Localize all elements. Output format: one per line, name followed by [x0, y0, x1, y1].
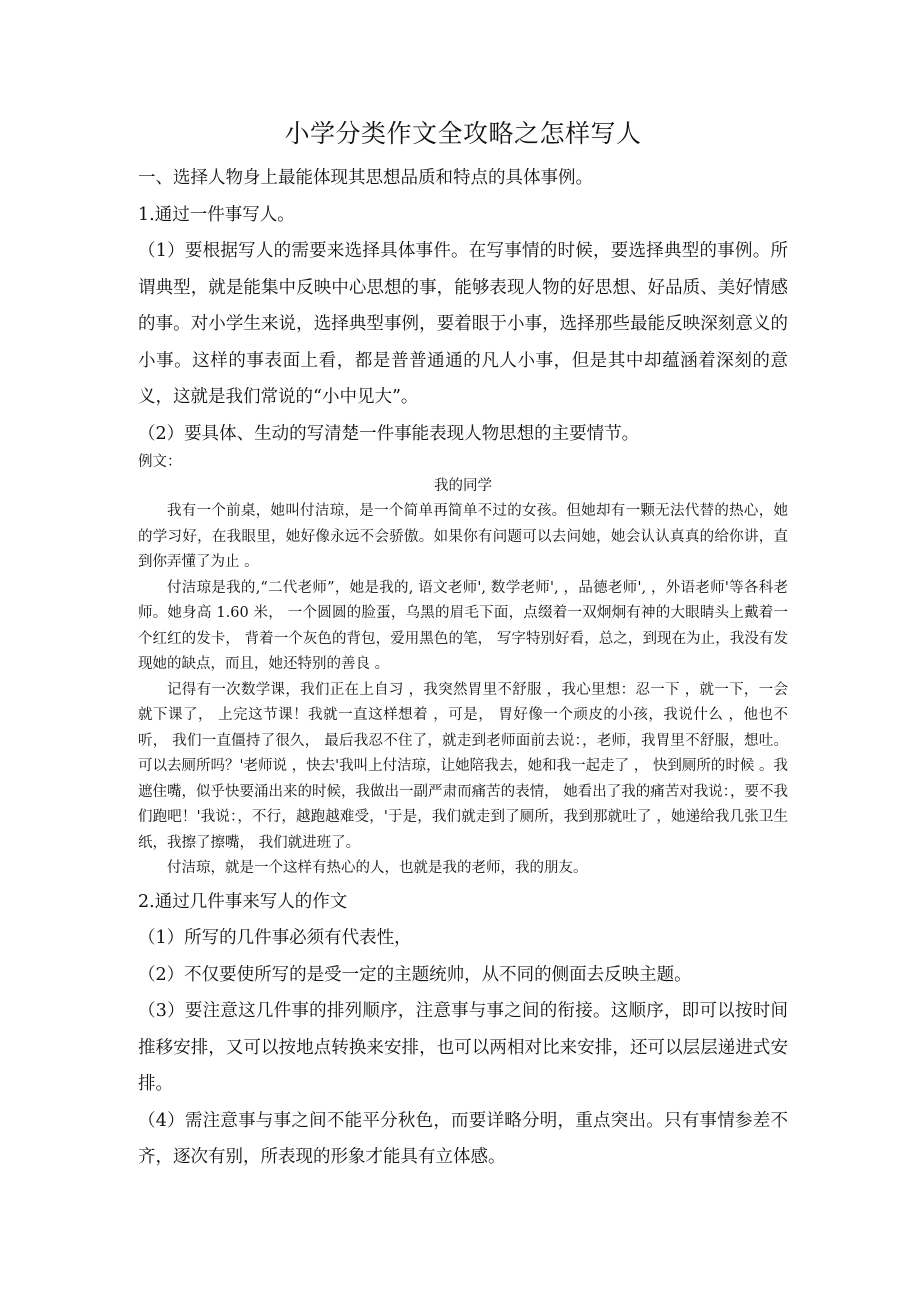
- essay-paragraph: 我有一个前桌，她叫付洁琼，是一个简单再简单不过的女孩。但她却有一颗无法代替的热心，她的学习好，在我眼里，她好像永远不会骄傲。如果你有问题可以去问她，她会认认真真的给你讲，直到你弄懂了为止 。: [138, 503, 788, 570]
- paragraph-2-3: （3）要注意这几件事的排列顺序，注意事与事之间的衔接。这顺序，即可以按时间推移安排，又可以按地点转换来安排，也可以两相对比来安排，还可以层层递进式安排。: [138, 1001, 788, 1094]
- document-page: [138, 112, 788, 1176]
- essay-paragraph: 付洁琼，就是一个这样有热心的人，也就是我的老师，我的朋友。: [167, 860, 588, 876]
- paragraph-2-4: （4）需注意事与事之间不能平分秋色，而要详略分明，重点突出。只有事情参差不齐，逐次有别，所表现的形象才能具有立体感。: [138, 1110, 788, 1167]
- subsection-heading-1: 1.通过一件事写人。: [138, 204, 295, 225]
- paragraph-2-1: （1）所写的几件事必须有代表性，: [138, 928, 412, 948]
- essay-paragraph: 付洁琼是我的,“二代老师”，她是我的, 语文老师', 数学老师', ，品德老师', ，外语老师'等各科老师。她身高 1.60 米， 一个圆圆的脸蛋，乌黑的眉毛下面，点缀着一双炯炯有神的大眼睛头上戴着一个红红的发卡， 背着一个灰色的背包，爱用黑色的笔， 写字特别好看，总之，到现在为止，我没有发现她的缺点，而且，她还特别的善良 。: [138, 579, 788, 672]
- paragraph-1-2: （2）要具体、生动的写清楚一件事能表现人物思想的主要情节。: [138, 423, 640, 444]
- section-heading: 一、选择人物身上最能体现其思想品质和特点的具体事例。: [138, 168, 593, 188]
- document-title: 小学分类作文全攻略之怎样写人: [284, 119, 642, 148]
- subsection-heading-2: 2.通过几件事来写人的作文: [138, 891, 348, 912]
- example-essay: [138, 474, 788, 882]
- essay-title: 我的同学: [434, 478, 492, 494]
- paragraph-1-1: （1）要根据写人的需要来选择具体事件。在写事情的时候，要选择典型的事例。所谓典型，就是能集中反映中心思想的事，能够表现人物的好思想、好品质、美好情感的事。对小学生来说，选择典型事例，要着眼于小事，选择那些最能反映深刻意义的小事。这样的事表面上看，都是普普通通的凡人小事，但是其中却蕴涵着深刻的意义，这就是我们常说的“小中见大”。: [138, 241, 788, 407]
- paragraph-2-2: （2）不仅要使所写的是受一定的主题统帅，从不同的侧面去反映主题。: [138, 964, 692, 985]
- essay-paragraph: 记得有一次数学课，我们正在上自习 ，我突然胃里不舒服 ，我心里想：忍一下 ，就一下，一会就下课了， 上完这节课！我就一直这样想着 ，可是， 胃好像一个顽皮的小孩，我说什么 ，他也不听， 我们一直僵持了很久， 最后我忍不住了，就走到老师面前去说：，老师，我胃里不舒服，想吐。可以去厕所吗？'老师说 ，快去'我叫上付洁琼，让她陪我去，她和我一起走了 ， 快到厕所的时候 。我遮住嘴，似乎快要涌出来的时候，我做出一副严肃而痛苦的表情， 她看出了我的痛苦对我说：，要不我们跑吧！'我说：，不行，越跑越难受，'于是，我们就走到了厕所，我到那就吐了 ，她递给我几张卫生纸，我擦了擦嘴， 我们就进班了。: [138, 681, 788, 851]
- example-label: 例文：: [138, 454, 182, 470]
